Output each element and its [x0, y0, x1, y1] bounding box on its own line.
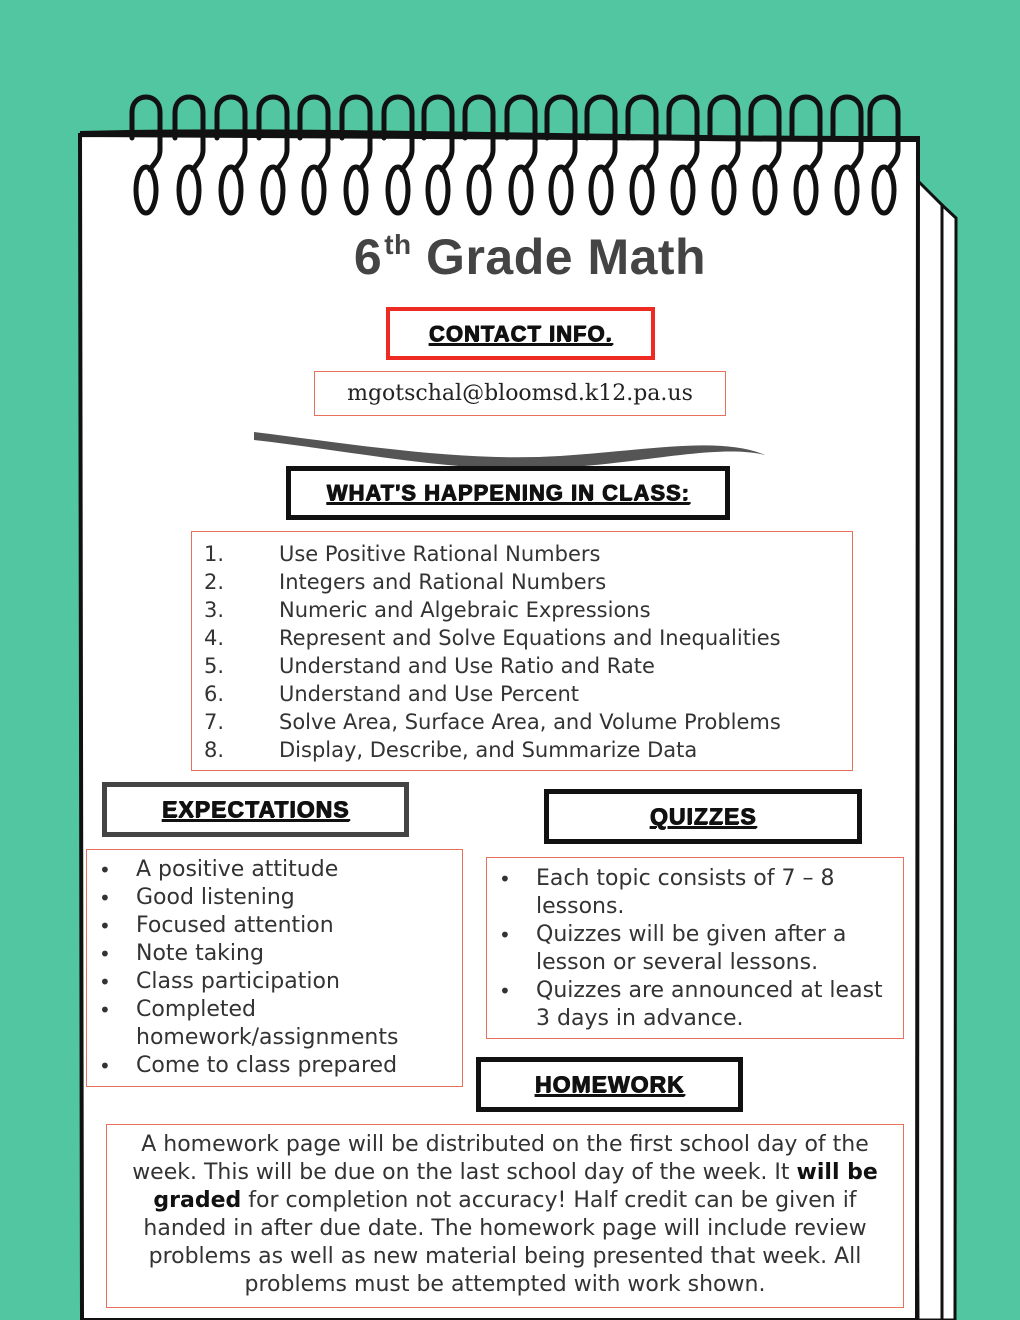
expectations-item: • Come to class prepared [87, 1052, 462, 1080]
expectations-item: • Completed homework/assignments [87, 996, 462, 1052]
homework-emphasis: will be graded [153, 1160, 878, 1213]
topic-number: 7. [204, 710, 225, 734]
topic-item [192, 568, 852, 596]
expectations-box [86, 849, 463, 1087]
topic-number: 2. [204, 570, 225, 594]
topic-item [192, 624, 852, 652]
topic-text: Numeric and Algebraic Expressions [279, 598, 651, 622]
topic-text: Display, Describe, and Summarize Data [279, 738, 698, 762]
quizzes-item: • Each topic consists of 7 – 8 lessons. [487, 865, 883, 921]
topic-item [192, 540, 852, 568]
topics-list [192, 540, 852, 764]
expectations-header: EXPECTATIONS [102, 782, 409, 837]
topics-box [191, 531, 853, 771]
quizzes-item: • Quizzes are announced at least 3 days in advance. [487, 977, 883, 1033]
homework-box [106, 1124, 904, 1308]
homework-header: HOMEWORK [476, 1057, 743, 1112]
topic-item [192, 652, 852, 680]
contact-email: mgotschal@bloomsd.k12.pa.us [314, 371, 726, 416]
topic-item [192, 680, 852, 708]
quizzes-box [486, 857, 904, 1039]
topic-number: 5. [204, 654, 225, 678]
topic-number: 1. [204, 542, 225, 566]
quizzes-list [487, 865, 883, 1033]
grade-suffix: th [384, 229, 412, 260]
topic-text: Understand and Use Percent [279, 682, 580, 706]
homework-text: A homework page will be distributed on the first school day of the week. This will be due on the last school day of the week. It will be graded for completion not accuracy! Half credit can be given if handed in after due date. The homework page will include review problems as well as new material being presented that week. All problems must be attempted with work shown. [132, 1132, 878, 1297]
expectations-item: • Class participation [87, 968, 462, 996]
topic-text: Use Positive Rational Numbers [279, 542, 601, 566]
topic-number: 8. [204, 738, 225, 762]
topic-number: 3. [204, 598, 225, 622]
quizzes-item: • Quizzes will be given after a lesson or several lessons. [487, 921, 883, 977]
expectations-item: • Good listening [87, 884, 462, 912]
topic-number: 4. [204, 626, 225, 650]
expectations-list [87, 856, 462, 1080]
topic-text: Understand and Use Ratio and Rate [279, 654, 655, 678]
page-title [180, 228, 880, 286]
topic-text: Represent and Solve Equations and Inequalities [279, 626, 781, 650]
topic-item [192, 708, 852, 736]
contact-header: CONTACT INFO. [386, 307, 655, 360]
grade-number: 6 [353, 229, 383, 285]
quizzes-header: QUIZZES [544, 789, 862, 844]
expectations-item: • Focused attention [87, 912, 462, 940]
title-text: Grade Math [426, 229, 707, 285]
topic-text: Solve Area, Surface Area, and Volume Problems [279, 710, 781, 734]
topic-number: 6. [204, 682, 225, 706]
topic-text: Integers and Rational Numbers [279, 570, 607, 594]
expectations-item: • Note taking [87, 940, 462, 968]
class-header: WHAT'S HAPPENING IN CLASS: [286, 466, 730, 520]
topic-item [192, 596, 852, 624]
topic-item [192, 736, 852, 764]
expectations-item: • A positive attitude [87, 856, 462, 884]
